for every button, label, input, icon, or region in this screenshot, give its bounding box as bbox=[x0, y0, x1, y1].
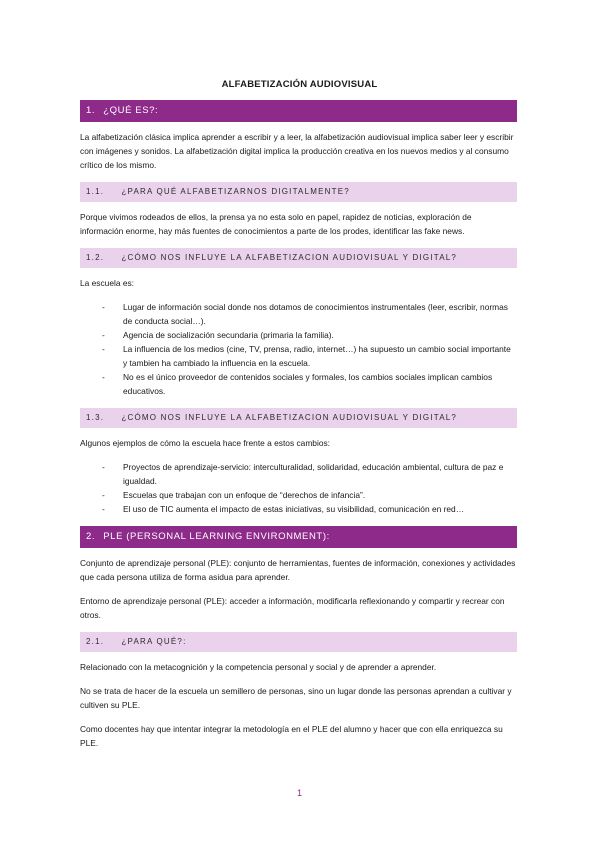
section-heading-1-3 bbox=[80, 408, 517, 428]
section-heading-2-1 bbox=[80, 632, 517, 652]
paragraph: Relacionado con la metacognición y la competencia personal y social y de aprender a aprender. bbox=[80, 662, 437, 672]
section-heading-1-1 bbox=[80, 182, 517, 202]
section-number: 1.3. bbox=[86, 413, 105, 422]
section-title: ¿CÓMO NOS INFLUYE LA ALFABETIZACION AUDIOVISUAL Y DIGITAL? bbox=[121, 253, 458, 262]
paragraph: No se trata de hacer de la escuela un semillero de personas, sino un lugar donde las personas aprendan a cultivar y cultiven su PLE. bbox=[80, 686, 512, 710]
section-title: ¿PARA QUÉ?: bbox=[121, 637, 187, 646]
list-item bbox=[80, 342, 517, 370]
document-title: ALFABETIZACIÓN AUDIOVISUAL bbox=[221, 79, 378, 90]
list-item-text: La influencia de los medios (cine, TV, prensa, radio, internet…) ha supuesto un cambio social importante y tambien ha cambiado la influencia en la escuela. bbox=[123, 344, 511, 368]
section-title: ¿PARA QUÉ ALFABETIZARNOS DIGITALMENTE? bbox=[121, 187, 350, 196]
bullet-dash: - bbox=[102, 490, 105, 500]
bullet-dash: - bbox=[102, 330, 105, 340]
list-item bbox=[80, 460, 517, 488]
list-item-text: El uso de TIC aumenta el impacto de estas iniciativas, su visibilidad, comunicación en red… bbox=[123, 504, 465, 514]
paragraph: Algunos ejemplos de cómo la escuela hace frente a estos cambios: bbox=[80, 438, 330, 448]
list-item bbox=[80, 502, 517, 516]
list-item bbox=[80, 300, 517, 328]
section-title: PLE (PERSONAL LEARNING ENVIRONMENT): bbox=[103, 531, 330, 542]
list-item-text: Proyectos de aprendizaje-servicio: interculturalidad, solidaridad, educación ambiental, cultura de paz e igualdad. bbox=[123, 462, 504, 486]
section-title: ¿QUÉ ES?: bbox=[103, 105, 159, 116]
paragraph: Como docentes hay que intentar integrar la metodología en el PLE del alumno y hacer que con ella enriquezca su PLE. bbox=[80, 724, 503, 748]
page-number: 1 bbox=[296, 788, 302, 798]
bullet-list bbox=[80, 300, 517, 398]
bullet-dash: - bbox=[102, 462, 105, 472]
list-item bbox=[80, 488, 517, 502]
section-number: 1.2. bbox=[86, 253, 105, 262]
section-heading-1 bbox=[80, 100, 517, 122]
paragraph: Conjunto de aprendizaje personal (PLE): conjunto de herramientas, fuentes de información, conexiones y actividades que cada persona utiliza de forma asidua para aprender. bbox=[80, 558, 516, 582]
list-item-text: Escuelas que trabajan con un enfoque de “derechos de infancia”. bbox=[123, 490, 366, 500]
list-item-text: Lugar de información social donde nos dotamos de conocimientos instrumentales (leer, escribir, normas de conducta social…). bbox=[123, 302, 508, 326]
bullet-dash: - bbox=[102, 302, 105, 312]
paragraph: Entorno de aprendizaje personal (PLE): acceder a información, modificarla reflexionando y compartir y recrear con otros. bbox=[80, 596, 505, 620]
list-item-text: No es el único proveedor de contenidos sociales y formales, los cambios sociales implican cambios educativos. bbox=[123, 372, 493, 396]
bullet-dash: - bbox=[102, 344, 105, 354]
document-content bbox=[80, 100, 517, 760]
paragraph: La alfabetización clásica implica aprender a escribir y a leer, la alfabetización audiovisual implica saber leer y escribir con imágenes y sonidos. La alfabetización digital implica la producción creativa en los nuevos medios y al consumo crítico de los mismo. bbox=[80, 132, 514, 170]
list-item-text: Agencia de socialización secundaria (primaria la familia). bbox=[123, 330, 334, 340]
list-item bbox=[80, 328, 517, 342]
bullet-dash: - bbox=[102, 372, 105, 382]
section-heading-1-2 bbox=[80, 248, 517, 268]
section-number: 1.1. bbox=[86, 187, 105, 196]
list-item bbox=[80, 370, 517, 398]
bullet-dash: - bbox=[102, 504, 105, 514]
section-heading-2 bbox=[80, 526, 517, 548]
section-number: 2. bbox=[86, 531, 96, 542]
section-number: 2.1. bbox=[86, 637, 105, 646]
bullet-list bbox=[80, 460, 517, 516]
paragraph: Porque vivimos rodeados de ellos, la prensa ya no esta solo en papel, rapidez de noticias, exploración de información enorme, hay más fuentes de conocimientos a parte de los prodes, identificar las fake news. bbox=[80, 212, 472, 236]
section-number: 1. bbox=[86, 105, 96, 116]
paragraph: La escuela es: bbox=[80, 278, 135, 288]
section-title: ¿CÓMO NOS INFLUYE LA ALFABETIZACION AUDIOVISUAL Y DIGITAL? bbox=[121, 413, 458, 422]
